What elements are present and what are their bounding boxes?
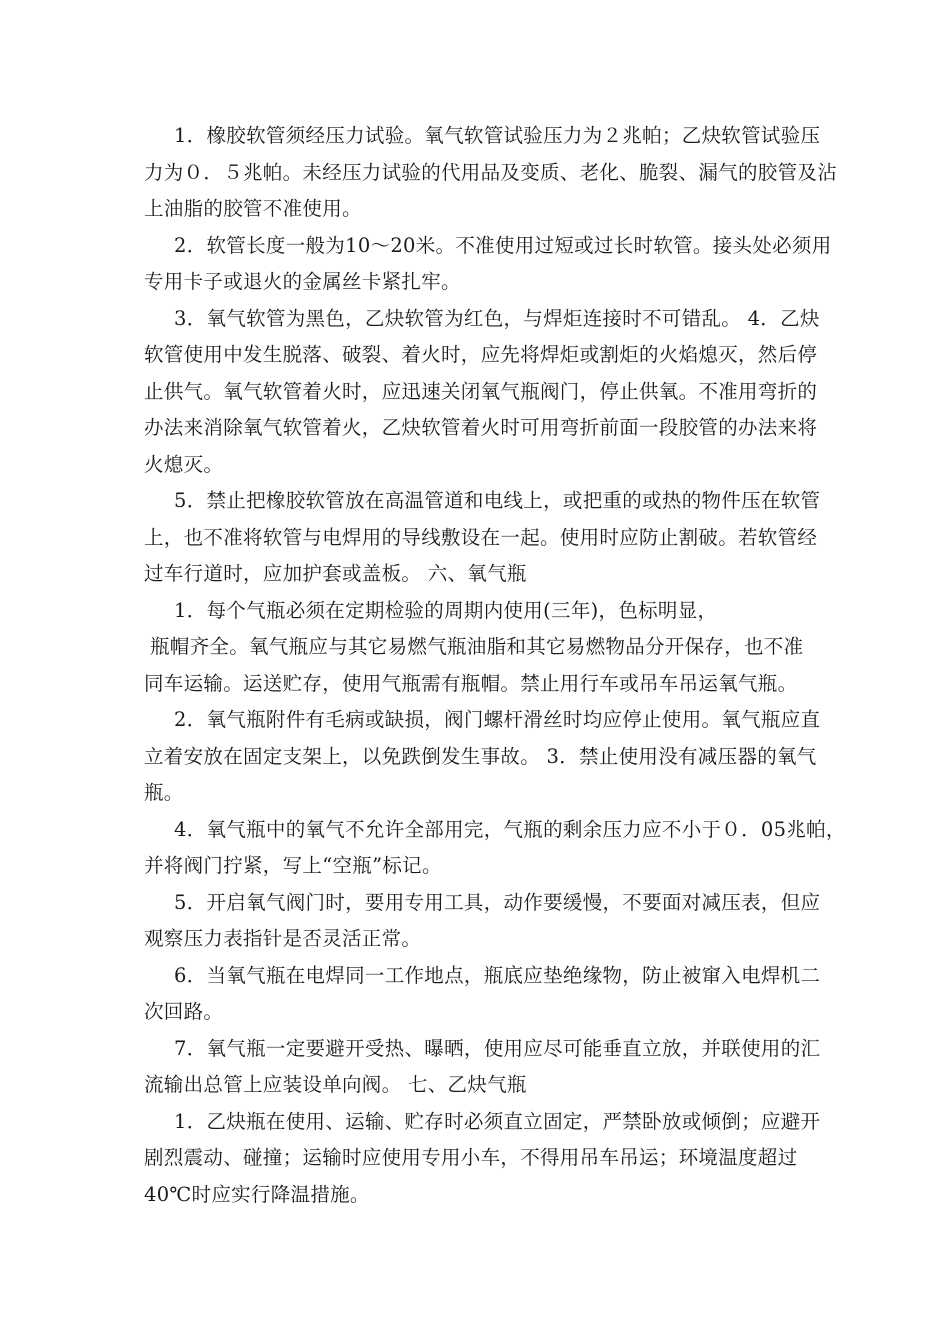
text-line: 瓶。 (144, 781, 184, 804)
text-line: 观察压力表指针是否灵活正常。 (144, 927, 422, 950)
text-line: 止供气。氧气软管着火时，应迅速关闭氧气瓶阀门，停止供氧。不准用弯折的 (144, 379, 818, 403)
text-line: 力为０．５兆帕。未经压力试验的代用品及变质、老化、脆裂、漏气的胶管及沾 (144, 160, 838, 184)
text-line: 专用卡子或退火的金属丝卡紧扎牢。 (144, 270, 461, 293)
document-body (144, 118, 846, 1213)
text-line: 上油脂的胶管不准使用。 (144, 197, 362, 220)
text-line: 次回路。 (144, 1000, 224, 1023)
text-line: 同车运输。运送贮存，使用气瓶需有瓶帽。禁止用行车或吊车吊运氧气瓶。 (144, 671, 798, 695)
text-line: 40℃时应实行降温措施。 (144, 1182, 370, 1206)
text-line: 7．氧气瓶一定要避开受热、曝晒，使用应尽可能垂直立放，并联使用的汇 (174, 1036, 821, 1060)
text-line: 并将阀门拧紧，写上“空瓶”标记。 (144, 854, 442, 877)
text-line: 3．氧气软管为黑色，乙炔软管为红色，与焊炬连接时不可错乱。 4．乙炔 (174, 306, 820, 330)
text-line: 1．乙炔瓶在使用、运输、贮存时必须直立固定，严禁卧放或倾倒；应避开 (174, 1109, 821, 1133)
text-line: 6．当氧气瓶在电焊同一工作地点，瓶底应垫绝缘物，防止被窜入电焊机二 (174, 963, 821, 987)
text-line: 瓶帽齐全。氧气瓶应与其它易燃气瓶油脂和其它易燃物品分开保存，也不准 (150, 635, 804, 658)
text-line: 5．禁止把橡胶软管放在高温管道和电线上，或把重的或热的物件压在软管 (174, 489, 821, 512)
text-line: 立着安放在固定支架上，以免跌倒发生事故。 3．禁止使用没有减压器的氧气 (144, 744, 817, 768)
text-line: 过车行道时，应加护套或盖板。 六、氧气瓶 (144, 562, 527, 585)
text-line: 2．软管长度一般为10～20米。不准使用过短或过长时软管。接头处必须用 (174, 233, 832, 257)
text-line: 5．开启氧气阀门时，要用专用工具，动作要缓慢，不要面对减压表，但应 (174, 890, 821, 914)
text-line: 火熄灭。 (144, 452, 224, 476)
text-line: 上，也不准将软管与电焊用的导线敷设在一起。使用时应防止割破。若软管经 (144, 525, 818, 549)
text-line: 剧烈震动、碰撞；运输时应使用专用小车，不得用吊车吊运；环境温度超过 (144, 1146, 798, 1169)
text-line: 流输出总管上应装设单向阀。 七、乙炔气瓶 (144, 1073, 527, 1096)
text-line: 1．每个气瓶必须在定期检验的周期内使用(三年)，色标明显， (174, 598, 718, 622)
text-line: 2．氧气瓶附件有毛病或缺损，阀门螺杆滑丝时均应停止使用。氧气瓶应直 (174, 708, 821, 731)
text-line: 4．氧气瓶中的氧气不允许全部用完，气瓶的剩余压力应不小于０．05兆帕， (174, 817, 846, 841)
text-line: 1．橡胶软管须经压力试验。氧气软管试验压力为２兆帕；乙炔软管试验压 (174, 124, 821, 147)
text-line: 办法来消除氧气软管着火，乙炔软管着火时可用弯折前面一段胶管的办法来将 (144, 416, 818, 439)
text-line: 软管使用中发生脱落、破裂、着火时，应先将焊炬或割炬的火焰熄灭，然后停 (144, 343, 818, 366)
